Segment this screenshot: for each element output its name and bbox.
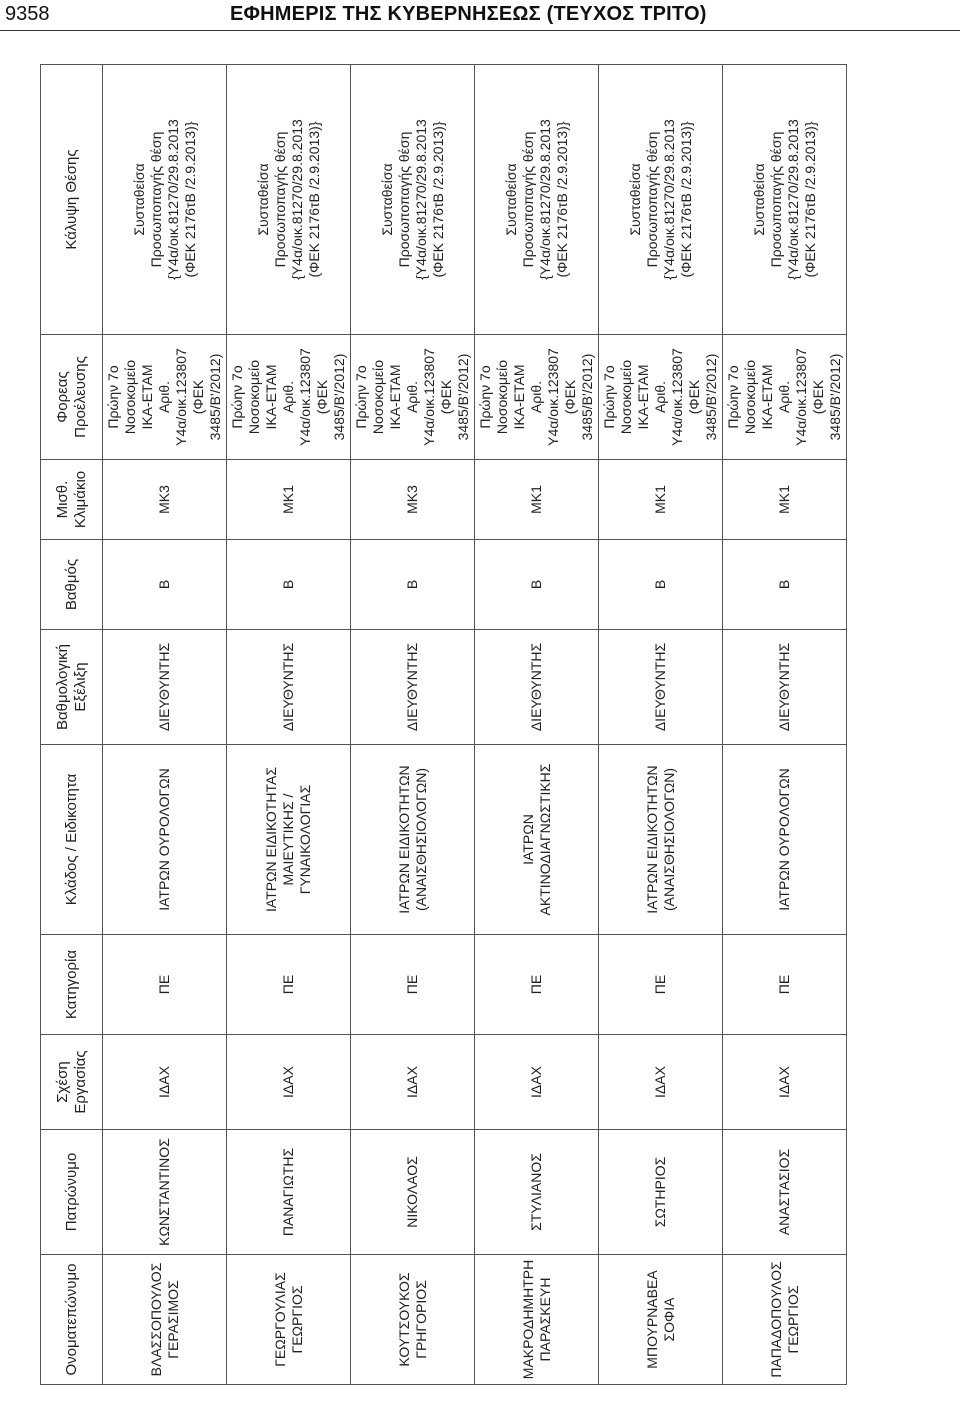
- cell-relation: ΙΔΑΧ: [351, 1035, 475, 1130]
- cell-salary-step: ΜΚ1: [475, 460, 599, 540]
- cell-progression: ΔΙΕΥΘΥΝΤΗΣ: [103, 630, 227, 745]
- table-row: [103, 65, 227, 1385]
- staff-table: [40, 64, 847, 1385]
- page-number: 9358: [5, 3, 50, 25]
- cell-name: ΠΑΠΑΔΟΠΟΥΛΟΣ ΓΕΩΡΓΙΟΣ: [723, 1255, 847, 1385]
- cell-grade: Β: [103, 540, 227, 630]
- cell-relation: ΙΔΑΧ: [103, 1035, 227, 1130]
- cell-progression: ΔΙΕΥΘΥΝΤΗΣ: [351, 630, 475, 745]
- cell-specialty: ΙΑΤΡΩΝ ΕΙΔΙΚΟΤΗΤΑΣ ΜΑΙΕΥΤΙΚΗΣ / ΓΥΝΑΙΚΟΛΟΓΙΑΣ: [227, 745, 351, 935]
- table-header-row: [41, 65, 103, 1385]
- column-header-origin: Φορεας Προέλευσης: [41, 335, 103, 460]
- table-row: [599, 65, 723, 1385]
- cell-salary-step: ΜΚ1: [599, 460, 723, 540]
- cell-grade: Β: [475, 540, 599, 630]
- cell-salary-step: ΜΚ3: [103, 460, 227, 540]
- column-header-coverage: Κάλυψη Θέσης: [41, 65, 103, 335]
- cell-category: ΠΕ: [103, 935, 227, 1035]
- column-header-progression: Βαθμολογική Εξέλιξη: [41, 630, 103, 745]
- cell-category: ΠΕ: [723, 935, 847, 1035]
- cell-specialty: ΙΑΤΡΩΝ ΕΙΔΙΚΟΤΗΤΩΝ (ΑΝΑΙΣΘΗΣΙΟΛΟΓΩΝ): [351, 745, 475, 935]
- cell-category: ΠΕ: [351, 935, 475, 1035]
- column-header-grade: Βαθμός: [41, 540, 103, 630]
- cell-name: ΒΛΑΣΣΟΠΟΥΛΟΣ ΓΕΡΑΣΙΜΟΣ: [103, 1255, 227, 1385]
- cell-coverage: Συσταθείσα Προσωποπαγής θέση {Υ4α/οικ.81270/29.8.2013 (ΦΕΚ 2176τΒ /2.9.2013)}: [227, 65, 351, 335]
- cell-relation: ΙΔΑΧ: [723, 1035, 847, 1130]
- cell-relation: ΙΔΑΧ: [599, 1035, 723, 1130]
- cell-coverage: Συσταθείσα Προσωποπαγής θέση {Υ4α/οικ.81270/29.8.2013 (ΦΕΚ 2176τΒ /2.9.2013)}: [103, 65, 227, 335]
- column-header-specialty: Κλάδος / Ειδικοτητα: [41, 745, 103, 935]
- cell-grade: Β: [351, 540, 475, 630]
- column-header-relation: Σχέση Εργασίας: [41, 1035, 103, 1130]
- cell-father: ΝΙΚΟΛΑΟΣ: [351, 1130, 475, 1255]
- cell-father: ΚΩΝΣΤΑΝΤΙΝΟΣ: [103, 1130, 227, 1255]
- cell-origin: Πρώην 7ο Νοσοκομείο ΙΚΑ-ΕΤΑΜ Αριθ. Υ4α/οικ.123807 (ΦΕΚ 3485/Β'/2012): [723, 335, 847, 460]
- table-row: [723, 65, 847, 1385]
- cell-progression: ΔΙΕΥΘΥΝΤΗΣ: [475, 630, 599, 745]
- cell-father: ΣΩΤΗΡΙΟΣ: [599, 1130, 723, 1255]
- cell-father: ΠΑΝΑΓΙΩΤΗΣ: [227, 1130, 351, 1255]
- cell-origin: Πρώην 7ο Νοσοκομείο ΙΚΑ-ΕΤΑΜ Αριθ. Υ4α/οικ.123807 (ΦΕΚ 3485/Β'/2012): [599, 335, 723, 460]
- rotated-table-container: [40, 65, 843, 1385]
- cell-father: ΣΤΥΛΙΑΝΟΣ: [475, 1130, 599, 1255]
- cell-coverage: Συσταθείσα Προσωποπαγής θέση {Υ4α/οικ.81270/29.8.2013 (ΦΕΚ 2176τΒ /2.9.2013)}: [351, 65, 475, 335]
- cell-relation: ΙΔΑΧ: [227, 1035, 351, 1130]
- cell-coverage: Συσταθείσα Προσωποπαγής θέση {Υ4α/οικ.81270/29.8.2013 (ΦΕΚ 2176τΒ /2.9.2013)}: [723, 65, 847, 335]
- cell-origin: Πρώην 7ο Νοσοκομείο ΙΚΑ-ΕΤΑΜ Αριθ. Υ4α/οικ.123807 (ΦΕΚ 3485/Β'/2012): [103, 335, 227, 460]
- cell-coverage: Συσταθείσα Προσωποπαγής θέση {Υ4α/οικ.81270/29.8.2013 (ΦΕΚ 2176τΒ /2.9.2013)}: [475, 65, 599, 335]
- cell-specialty: ΙΑΤΡΩΝ ΑΚΤΙΝΟΔΙΑΓΝΩΣΤΙΚΗΣ: [475, 745, 599, 935]
- cell-progression: ΔΙΕΥΘΥΝΤΗΣ: [227, 630, 351, 745]
- cell-coverage: Συσταθείσα Προσωποπαγής θέση {Υ4α/οικ.81270/29.8.2013 (ΦΕΚ 2176τΒ /2.9.2013)}: [599, 65, 723, 335]
- column-header-name: Ονοματεπώνυμο: [41, 1255, 103, 1385]
- page-header: [0, 0, 960, 34]
- cell-grade: Β: [227, 540, 351, 630]
- cell-category: ΠΕ: [227, 935, 351, 1035]
- cell-specialty: ΙΑΤΡΩΝ ΟΥΡΟΛΟΓΩΝ: [723, 745, 847, 935]
- journal-title: ΕΦΗΜΕΡΙΣ ΤΗΣ ΚΥΒΕΡΝΗΣΕΩΣ (ΤΕΥΧΟΣ ΤΡΙΤΟ): [230, 3, 707, 25]
- column-header-category: Κατηγορία: [41, 935, 103, 1035]
- cell-salary-step: ΜΚ1: [723, 460, 847, 540]
- cell-specialty: ΙΑΤΡΩΝ ΟΥΡΟΛΟΓΩΝ: [103, 745, 227, 935]
- cell-relation: ΙΔΑΧ: [475, 1035, 599, 1130]
- cell-name: ΜΑΚΡΟΔΗΜΗΤΡΗ ΠΑΡΑΣΚΕΥΗ: [475, 1255, 599, 1385]
- cell-origin: Πρώην 7ο Νοσοκομείο ΙΚΑ-ΕΤΑΜ Αριθ. Υ4α/οικ.123807 (ΦΕΚ 3485/Β'/2012): [227, 335, 351, 460]
- cell-progression: ΔΙΕΥΘΥΝΤΗΣ: [599, 630, 723, 745]
- cell-origin: Πρώην 7ο Νοσοκομείο ΙΚΑ-ΕΤΑΜ Αριθ. Υ4α/οικ.123807 (ΦΕΚ 3485/Β'/2012): [351, 335, 475, 460]
- cell-salary-step: ΜΚ1: [227, 460, 351, 540]
- cell-name: ΓΕΩΡΓΟΥΛΙΑΣ ΓΕΩΡΓΙΟΣ: [227, 1255, 351, 1385]
- column-header-father: Πατρώνυμο: [41, 1130, 103, 1255]
- cell-father: ΑΝΑΣΤΑΣΙΟΣ: [723, 1130, 847, 1255]
- cell-category: ΠΕ: [599, 935, 723, 1035]
- cell-origin: Πρώην 7ο Νοσοκομείο ΙΚΑ-ΕΤΑΜ Αριθ. Υ4α/οικ.123807 (ΦΕΚ 3485/Β'/2012): [475, 335, 599, 460]
- table-row: [475, 65, 599, 1385]
- cell-specialty: ΙΑΤΡΩΝ ΕΙΔΙΚΟΤΗΤΩΝ (ΑΝΑΙΣΘΗΣΙΟΛΟΓΩΝ): [599, 745, 723, 935]
- cell-category: ΠΕ: [475, 935, 599, 1035]
- cell-progression: ΔΙΕΥΘΥΝΤΗΣ: [723, 630, 847, 745]
- cell-grade: Β: [723, 540, 847, 630]
- header-rule: [0, 30, 960, 31]
- column-header-salary-step: Μισθ. Κλιμάκιο: [41, 460, 103, 540]
- cell-grade: Β: [599, 540, 723, 630]
- table-row: [227, 65, 351, 1385]
- cell-name: ΜΠΟΥΡΝΑΒΕΑ ΣΟΦΙΑ: [599, 1255, 723, 1385]
- table-row: [351, 65, 475, 1385]
- cell-name: ΚΟΥΤΣΟΥΚΟΣ ΓΡΗΓΟΡΙΟΣ: [351, 1255, 475, 1385]
- cell-salary-step: ΜΚ3: [351, 460, 475, 540]
